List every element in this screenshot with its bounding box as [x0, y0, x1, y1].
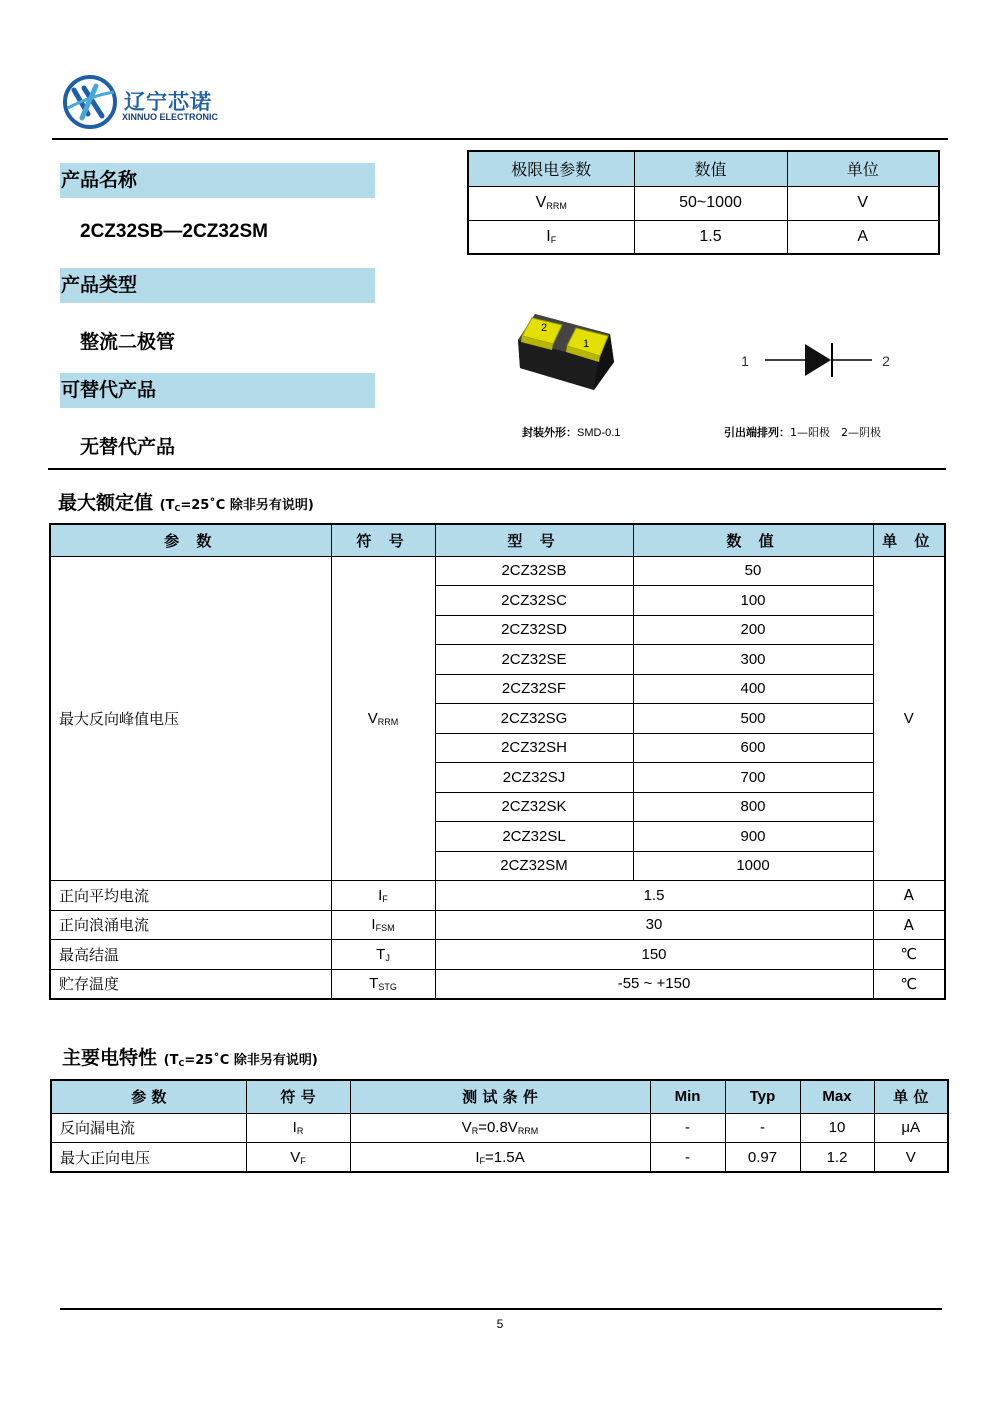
header-divider: [52, 138, 948, 140]
model-cell: 2CZ32SJ: [435, 763, 633, 793]
test-condition-cell: $V_R=0.8V_{RRM}$: [350, 1113, 650, 1143]
value-cell: 1000: [633, 851, 873, 881]
unit-cell: A: [873, 881, 945, 911]
typ-cell: 0.97: [725, 1143, 800, 1173]
param-cell: 正向浪涌电流: [50, 910, 331, 940]
model-cell: 2CZ32SB: [435, 556, 633, 586]
value-cell: 30: [435, 910, 873, 940]
model-cell: 2CZ32SH: [435, 733, 633, 763]
value-cell: 400: [633, 674, 873, 704]
pad-2-label: 2: [540, 322, 548, 334]
min-cell: -: [650, 1143, 725, 1173]
limit-parameters-table: [467, 150, 940, 255]
unit-cell: ℃: [873, 940, 945, 970]
package-caption: 封装外形：SMD-0.1: [522, 426, 621, 439]
column-header: 参 数: [50, 524, 331, 556]
table-row: [468, 186, 939, 220]
column-header: 测 试 条 件: [350, 1080, 650, 1113]
unit-cell: ℃: [873, 969, 945, 999]
electrical-title: 主要电特性 ($T_C=25˚C$ 除非另有说明): [62, 1047, 318, 1069]
model-cell: 2CZ32SF: [435, 674, 633, 704]
value-cell: 300: [633, 645, 873, 675]
model-cell: 2CZ32SL: [435, 822, 633, 852]
table-row: [51, 1113, 948, 1143]
column-header: 符 号: [331, 524, 435, 556]
typ-cell: -: [725, 1113, 800, 1143]
unit-cell: A: [873, 910, 945, 940]
column-header: 单 位: [874, 1080, 948, 1113]
value-cell: 100: [633, 586, 873, 616]
value-cell: 150: [435, 940, 873, 970]
value-cell: 700: [633, 763, 873, 793]
column-header: Min: [650, 1080, 725, 1113]
table-header-row: [50, 524, 945, 556]
model-cell: 2CZ32SG: [435, 704, 633, 734]
table-row: [51, 1143, 948, 1173]
param-cell: 最大反向峰值电压: [50, 556, 331, 881]
unit-cell: V: [874, 1143, 948, 1173]
column-header: Typ: [725, 1080, 800, 1113]
symbol-cell: $T_{STG}$: [331, 969, 435, 999]
product-name-label: 产品名称: [60, 163, 375, 198]
table-row: [50, 969, 945, 999]
value-cell: 600: [633, 733, 873, 763]
unit-cell: V: [873, 556, 945, 881]
column-header: 参 数: [51, 1080, 246, 1113]
pad-1-label: 1: [582, 338, 590, 350]
value-cell: 200: [633, 615, 873, 645]
table-row: [50, 556, 945, 586]
table-row: [50, 881, 945, 911]
value-cell: 900: [633, 822, 873, 852]
brand-name-en: XINNUO ELECTRONIC: [122, 112, 219, 122]
param-cell: 正向平均电流: [50, 881, 331, 911]
column-header: 单位: [787, 151, 939, 186]
section-divider: [48, 468, 946, 470]
param-cell: 反向漏电流: [51, 1113, 246, 1143]
product-type-label: 产品类型: [60, 268, 375, 303]
symbol-cell: $V_{RRM}$: [331, 556, 435, 881]
param-cell: $I_F$: [468, 220, 634, 254]
unit-cell: A: [787, 220, 939, 254]
model-cell: 2CZ32SM: [435, 851, 633, 881]
symbol-cell: $I_{FSM}$: [331, 910, 435, 940]
table-header-row: [51, 1080, 948, 1113]
column-header: 符 号: [246, 1080, 350, 1113]
model-cell: 2CZ32SC: [435, 586, 633, 616]
pin-2-label: 2: [882, 353, 890, 369]
value-cell: 500: [633, 704, 873, 734]
value-cell: 1.5: [634, 220, 787, 254]
param-cell: $V_{RRM}$: [468, 186, 634, 220]
param-cell: 贮存温度: [50, 969, 331, 999]
column-header: 极限电参数: [468, 151, 634, 186]
company-logo-icon: [62, 74, 118, 130]
table-row: [468, 220, 939, 254]
alternative-product-label: 可替代产品: [60, 373, 375, 408]
value-cell: 800: [633, 792, 873, 822]
value-cell: 1.5: [435, 881, 873, 911]
column-header: Max: [800, 1080, 874, 1113]
value-cell: 50~1000: [634, 186, 787, 220]
max-cell: 1.2: [800, 1143, 874, 1173]
param-cell: 最大正向电压: [51, 1143, 246, 1173]
column-header: 数 值: [633, 524, 873, 556]
unit-cell: V: [787, 186, 939, 220]
symbol-cell: $T_J$: [331, 940, 435, 970]
diode-symbol-icon: [735, 335, 900, 385]
electrical-characteristics-table: [50, 1079, 949, 1173]
brand-name-cn: 辽宁芯诺: [124, 90, 212, 114]
column-header: 型 号: [435, 524, 633, 556]
model-cell: 2CZ32SD: [435, 615, 633, 645]
footer-divider: [60, 1308, 942, 1310]
pinout-caption: 引出端排列：1—阳极 2—阴极: [724, 426, 881, 439]
model-cell: 2CZ32SK: [435, 792, 633, 822]
unit-cell: μA: [874, 1113, 948, 1143]
page-number: 5: [496, 1317, 504, 1331]
value-cell: 50: [633, 556, 873, 586]
symbol-cell: $I_F$: [331, 881, 435, 911]
pin-1-label: 1: [741, 353, 749, 369]
product-name-value: 2CZ32SB—2CZ32SM: [80, 221, 268, 242]
alternative-product-value: 无替代产品: [80, 436, 176, 458]
table-header-row: [468, 151, 939, 186]
product-type-value: 整流二极管: [80, 331, 176, 353]
max-rating-title: 最大额定值 ($T_C=25˚C$ 除非另有说明): [58, 492, 314, 514]
value-cell: -55 ~ +150: [435, 969, 873, 999]
model-cell: 2CZ32SE: [435, 645, 633, 675]
table-row: [50, 940, 945, 970]
max-cell: 10: [800, 1113, 874, 1143]
smd-package-illustration: [510, 300, 625, 400]
column-header: 单 位: [873, 524, 945, 556]
column-header: 数值: [634, 151, 787, 186]
test-condition-cell: $I_F=1.5A$: [350, 1143, 650, 1173]
max-rating-table: [49, 523, 946, 1000]
symbol-cell: $I_R$: [246, 1113, 350, 1143]
param-cell: 最高结温: [50, 940, 331, 970]
symbol-cell: $V_F$: [246, 1143, 350, 1173]
table-row: [50, 910, 945, 940]
min-cell: -: [650, 1113, 725, 1143]
